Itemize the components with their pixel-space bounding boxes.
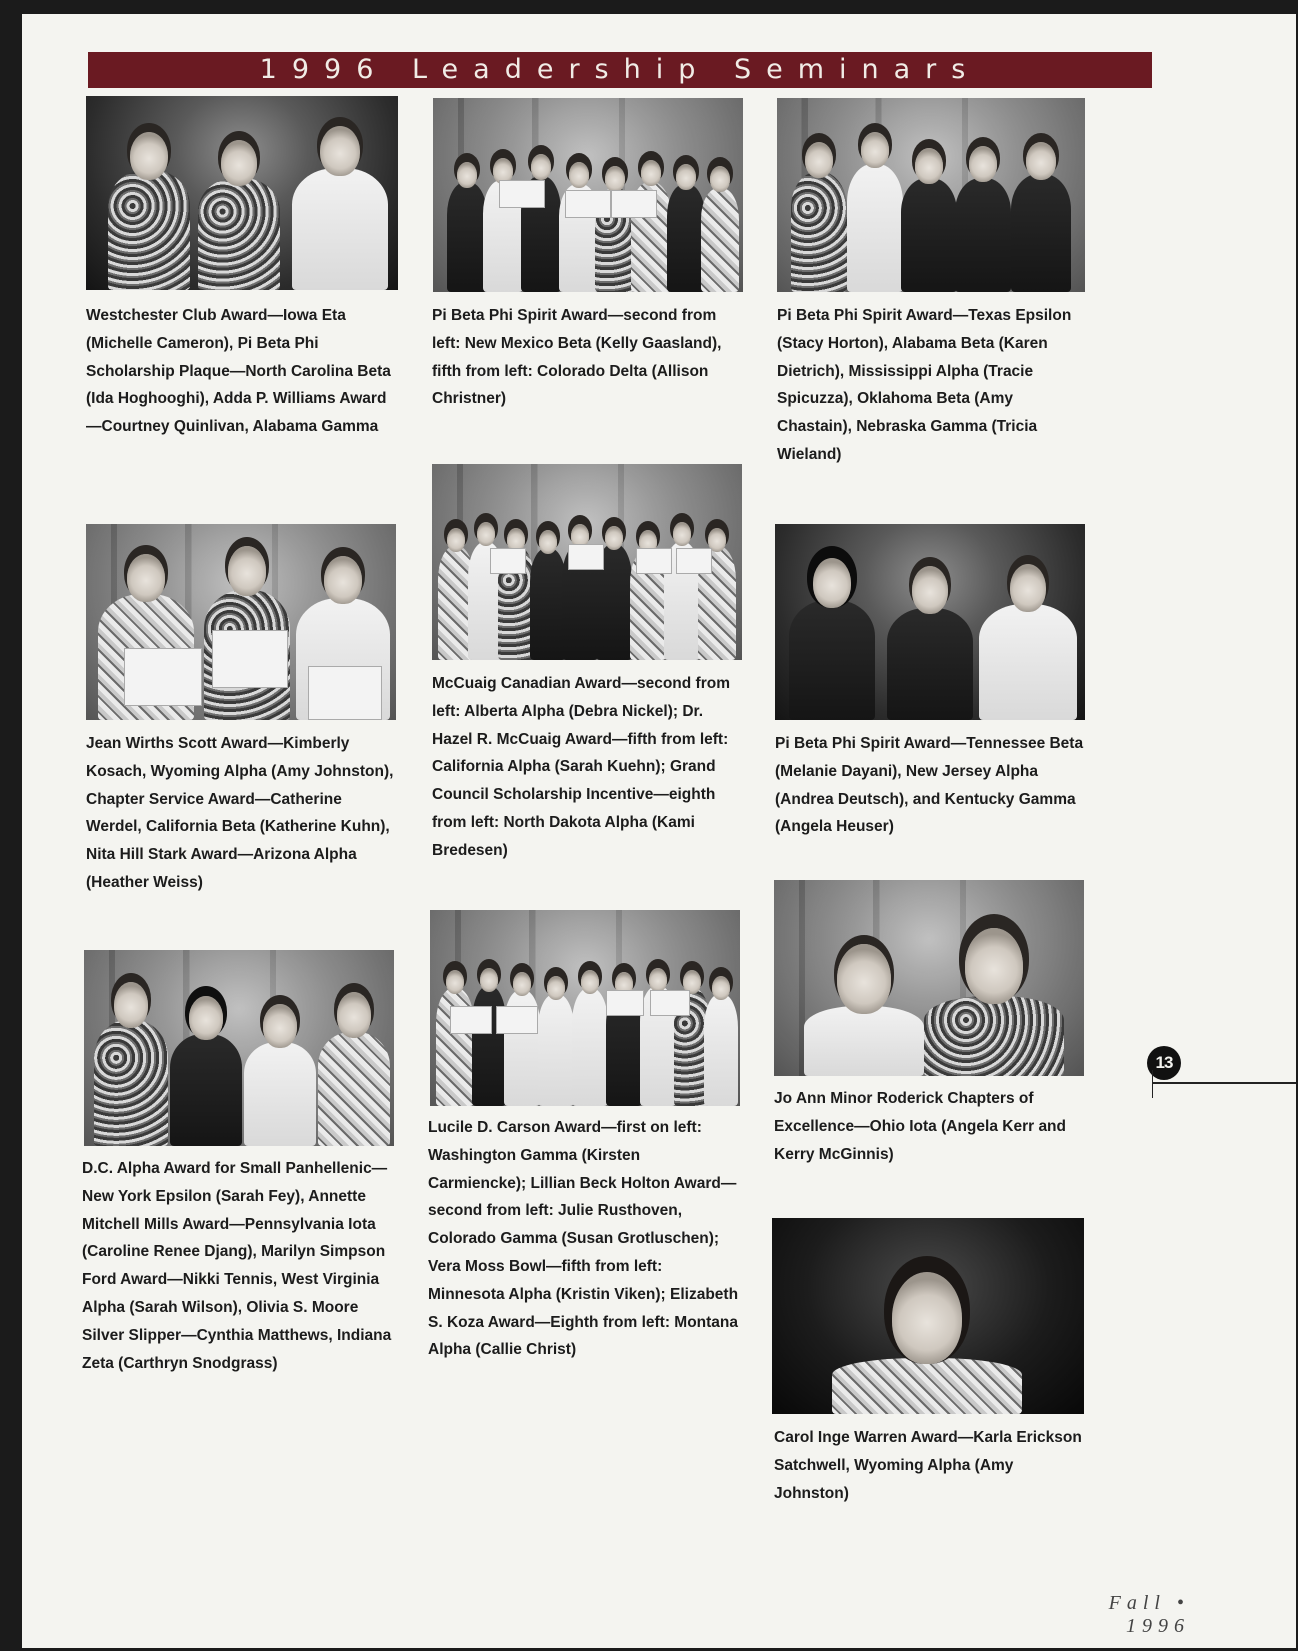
- caption-spirit-texas: Pi Beta Phi Spirit Award—Texas Epsilon (Stacy Horton), Alabama Beta (Karen Dietrich), Mississippi Alpha (Tracie Spicuzza), Oklahoma Beta (Amy Chastain), Nebraska Gamma (Tricia Wieland): [777, 307, 1072, 463]
- photo-spirit-tennessee: [775, 524, 1085, 720]
- photo-carol-inge: [772, 1218, 1084, 1414]
- caption-carol-inge: Carol Inge Warren Award—Karla Erickson Satchwell, Wyoming Alpha (Amy Johnston): [774, 1429, 1082, 1502]
- caption-dc-alpha: D.C. Alpha Award for Small Panhellenic—New York Epsilon (Sarah Fey), Annette Mitchell Mills Award—Pennsylvania Iota (Caroline Renee Djang), Marilyn Simpson Ford Award—Nikki Tennis, West Virginia Alpha (Sarah Wilson), Olivia S. Moore Silver Slipper—Cynthia Matthews, Indiana Zeta (Carthryn Snodgrass): [82, 1160, 392, 1372]
- photo-jo-ann-minor: [774, 880, 1084, 1076]
- photo-mccuaig: [432, 464, 742, 660]
- caption-jean-wirths: Jean Wirths Scott Award—Kimberly Kosach, Wyoming Alpha (Amy Johnston), Chapter Service Award—Catherine Werdel, California Beta (Katherine Kuhn), Nita Hill Stark Award—Arizona Alpha (Heather Weiss): [86, 735, 394, 891]
- page-number-badge: 13: [1147, 1046, 1181, 1080]
- photo-spirit-texas: [777, 98, 1085, 292]
- issue-footer: [1040, 1592, 1190, 1638]
- section-banner: 1996 Leadership Seminars: [88, 52, 1152, 88]
- margin-rule: [1152, 1082, 1296, 1084]
- caption-lucile-carson: Lucile D. Carson Award—first on left: Washington Gamma (Kirsten Carmiencke); Lillian Beck Holton Award—second from left: Julie Rusthoven, Colorado Gamma (Susan Grotluschen); Vera Moss Bowl—fifth from left: Minnesota Alpha (Kristin Viken); Elizabeth S. Koza Award—Eighth from left: Montana Alpha (Callie Christ): [428, 1119, 739, 1359]
- margin-tick: [1152, 1070, 1153, 1098]
- photo-lucile-carson: [430, 910, 740, 1106]
- photo-dc-alpha: [84, 950, 394, 1146]
- footer-year: 1996: [1126, 1615, 1190, 1637]
- caption-spirit-tennessee: Pi Beta Phi Spirit Award—Tennessee Beta (Melanie Dayani), New Jersey Alpha (Andrea Deutsch), and Kentucky Gamma (Angela Heuser): [775, 735, 1084, 836]
- photo-westchester: [86, 96, 398, 290]
- magazine-page: [22, 14, 1296, 1648]
- photo-spirit-new-mexico: [433, 98, 743, 292]
- caption-mccuaig: McCuaig Canadian Award—second from left: Alberta Alpha (Debra Nickel); Dr. Hazel R. McCuaig Award—fifth from left: California Alpha (Sarah Kuehn); Grand Council Scholarship Incentive—eighth from left: North Dakota Alpha (Kami Bredesen): [432, 675, 730, 859]
- caption-westchester: Westchester Club Award—Iowa Eta (Michelle Cameron), Pi Beta Phi Scholarship Plaque—North Carolina Beta (Ida Hoghooghi), Adda P. Williams Award—Courtney Quinlivan, Alabama Gamma: [86, 307, 391, 436]
- photo-jean-wirths: [86, 524, 396, 720]
- footer-separator: •: [1176, 1592, 1190, 1614]
- caption-spirit-new-mexico: Pi Beta Phi Spirit Award—second from left: New Mexico Beta (Kelly Gaasland), fifth from left: Colorado Delta (Allison Christner): [432, 307, 722, 408]
- caption-jo-ann-minor: Jo Ann Minor Roderick Chapters of Excellence—Ohio Iota (Angela Kerr and Kerry McGinnis): [774, 1090, 1066, 1163]
- footer-season: Fall: [1108, 1592, 1166, 1614]
